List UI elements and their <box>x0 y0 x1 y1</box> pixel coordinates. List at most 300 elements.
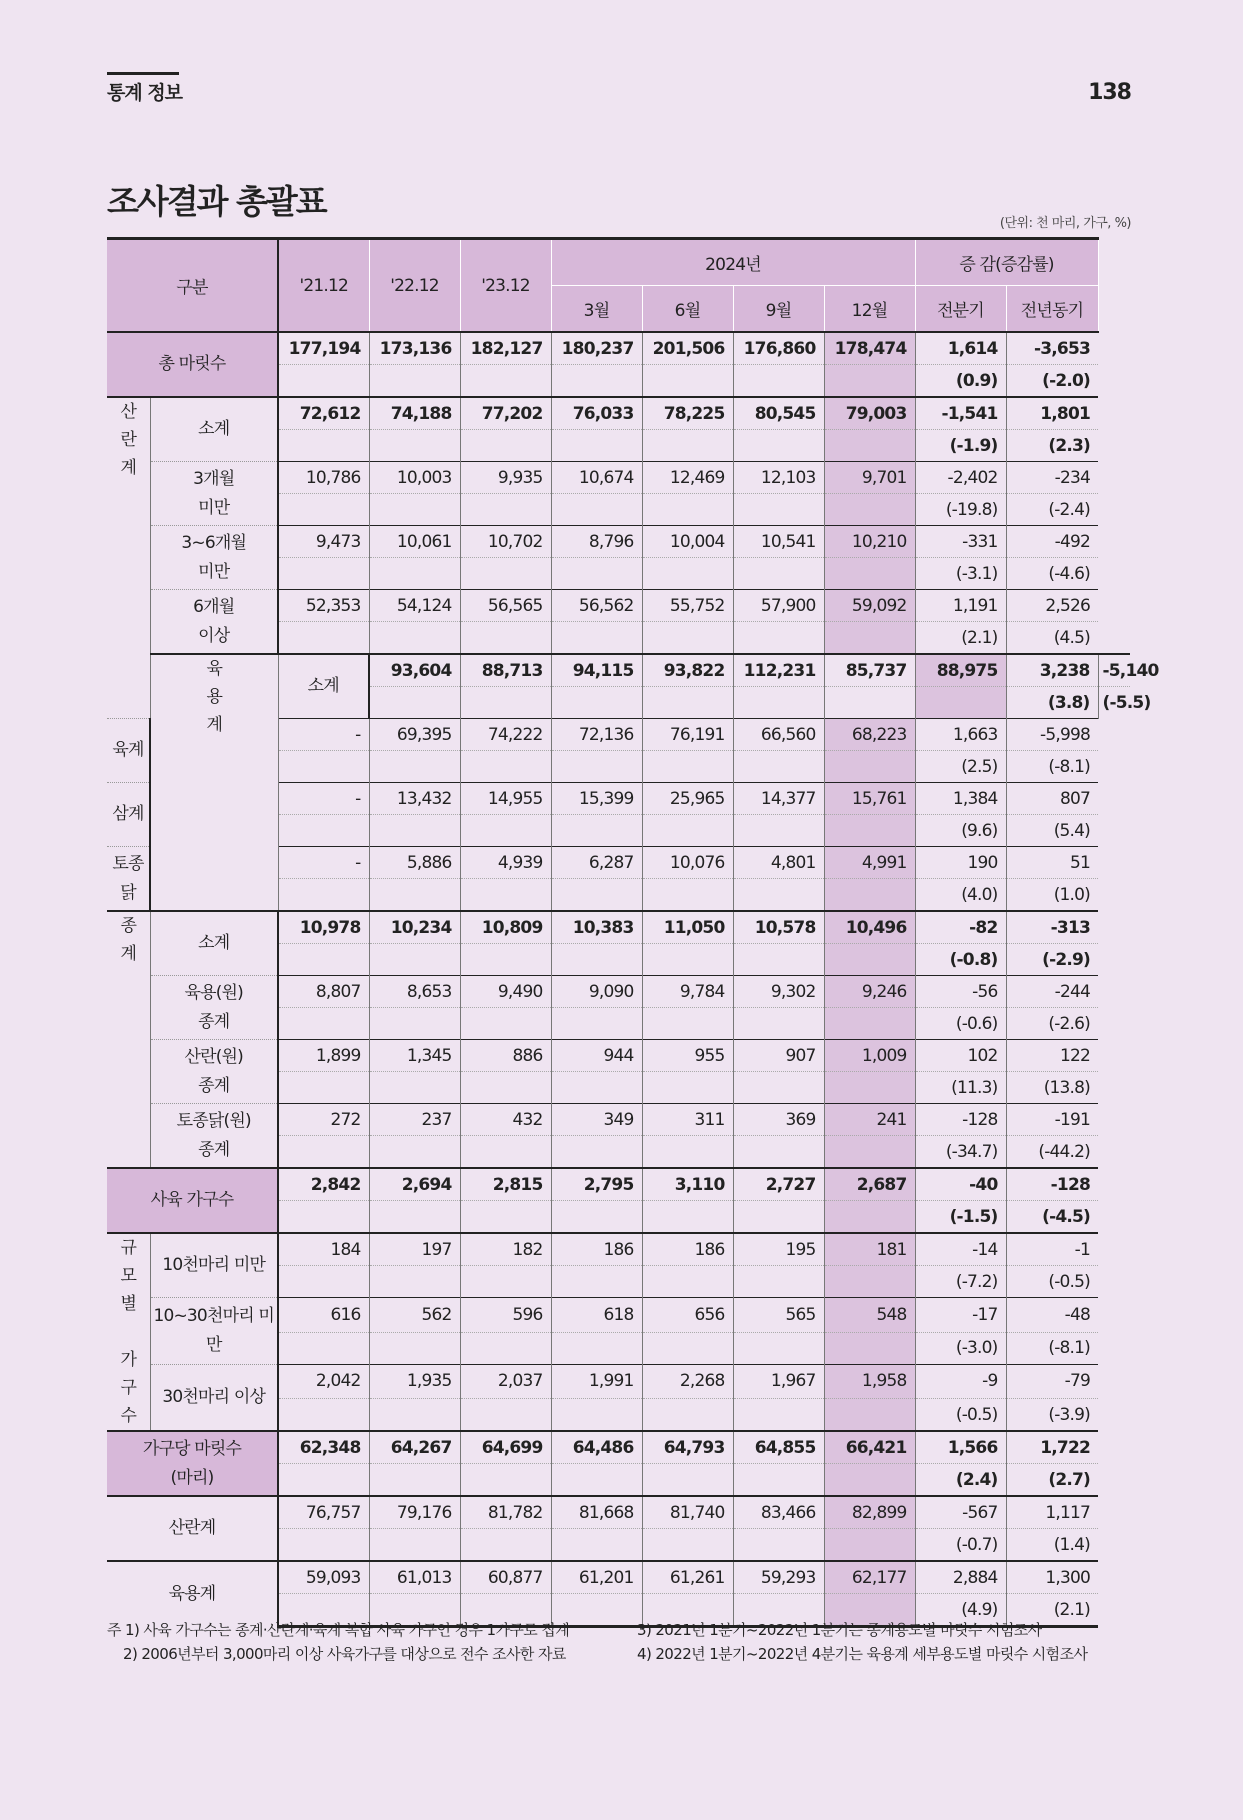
value-cell: 64,699 <box>460 1431 551 1464</box>
pct-cell: (-19.8) <box>915 494 1006 526</box>
pct-cell: (-2.6) <box>1006 1008 1098 1040</box>
value-cell: 10,234 <box>369 911 460 944</box>
pct-cell <box>460 1529 551 1562</box>
value-cell: 85,737 <box>824 654 915 687</box>
value-cell: 10,809 <box>460 911 551 944</box>
pct-cell <box>460 1201 551 1234</box>
value-cell: 83,466 <box>733 1496 824 1529</box>
value-cell: 4,939 <box>460 847 551 879</box>
value-cell: 197 <box>369 1233 460 1266</box>
value-cell: 2,795 <box>551 1168 642 1201</box>
value-cell: 1,300 <box>1006 1561 1098 1594</box>
pct-cell: (-0.6) <box>915 1008 1006 1040</box>
value-cell: 9,784 <box>642 976 733 1008</box>
value-cell: 656 <box>642 1298 733 1333</box>
pct-cell <box>369 365 460 398</box>
value-cell: 64,855 <box>733 1431 824 1464</box>
value-cell: 6,287 <box>551 847 642 879</box>
pct-cell: (-0.8) <box>915 944 1006 976</box>
value-cell: 12,103 <box>733 462 824 494</box>
pct-cell <box>551 751 642 783</box>
row-label: 소계 <box>278 654 369 719</box>
value-cell: 8,807 <box>278 976 369 1008</box>
row-label: 육용(원) 종계 <box>150 976 278 1040</box>
pct-cell <box>824 430 915 462</box>
value-cell: 54,124 <box>369 590 460 622</box>
value-cell: 61,261 <box>642 1561 733 1594</box>
value-cell: 64,486 <box>551 1431 642 1464</box>
table-row <box>107 1168 1130 1201</box>
pct-cell <box>642 430 733 462</box>
pct-cell <box>369 1529 460 1562</box>
row-label: 산란(원) 종계 <box>150 1040 278 1104</box>
pct-cell <box>369 430 460 462</box>
table-row <box>107 976 1130 1008</box>
value-cell: 349 <box>551 1104 642 1136</box>
value-cell: - <box>278 719 369 751</box>
value-cell: 25,965 <box>642 783 733 815</box>
pct-cell <box>278 751 369 783</box>
value-cell: 59,093 <box>278 1561 369 1594</box>
value-cell: 955 <box>642 1040 733 1072</box>
summary-table <box>107 237 1159 1628</box>
pct-cell: (2.4) <box>915 1464 1006 1497</box>
table-row <box>107 397 1130 430</box>
pct-cell <box>369 944 460 976</box>
pct-cell: (-3.0) <box>915 1332 1006 1364</box>
value-cell: 5,886 <box>369 847 460 879</box>
table-row <box>107 332 1130 365</box>
pct-cell <box>642 1529 733 1562</box>
value-cell: 10,674 <box>551 462 642 494</box>
value-cell: 237 <box>369 1104 460 1136</box>
value-cell: 10,076 <box>642 847 733 879</box>
pct-cell: (2.1) <box>915 622 1006 655</box>
footnote: 주 1) 사육 가구수는 종계·산란계·육계 복합 사육 가구인 경우 1가구로 집계 <box>107 1621 570 1639</box>
pct-cell <box>460 879 551 912</box>
value-cell: -1,541 <box>915 397 1006 430</box>
value-cell: 55,752 <box>642 590 733 622</box>
table-row <box>107 462 1130 494</box>
table-row <box>107 590 1130 622</box>
pct-cell <box>642 944 733 976</box>
value-cell: - <box>278 847 369 879</box>
value-cell: 8,796 <box>551 526 642 558</box>
value-cell: 10,978 <box>278 911 369 944</box>
value-cell: 173,136 <box>369 332 460 365</box>
value-cell: -128 <box>915 1104 1006 1136</box>
value-cell: 74,222 <box>460 719 551 751</box>
pct-cell <box>824 1529 915 1562</box>
pct-cell: (2.1) <box>1006 1594 1098 1627</box>
pct-cell <box>278 430 369 462</box>
pct-cell <box>278 1201 369 1234</box>
header-year: '22.12 <box>369 239 460 333</box>
row-label: 육계 <box>107 719 150 783</box>
value-cell: 178,474 <box>824 332 915 365</box>
pct-cell <box>551 879 642 912</box>
pct-cell <box>824 1072 915 1104</box>
pct-cell <box>824 815 915 847</box>
value-cell: 1,345 <box>369 1040 460 1072</box>
value-cell: 907 <box>733 1040 824 1072</box>
value-cell: 93,604 <box>369 654 460 687</box>
row-label: 토종닭 <box>107 847 150 912</box>
value-cell: 10,003 <box>369 462 460 494</box>
pct-cell <box>278 1399 369 1432</box>
value-cell: 181 <box>824 1233 915 1266</box>
value-cell: 13,432 <box>369 783 460 815</box>
pct-cell <box>278 1529 369 1562</box>
pct-cell: (-1.5) <box>915 1201 1006 1234</box>
value-cell: 1,801 <box>1006 397 1098 430</box>
value-cell: 81,740 <box>642 1496 733 1529</box>
value-cell: 10,383 <box>551 911 642 944</box>
value-cell: 807 <box>1006 783 1098 815</box>
value-cell: 88,975 <box>915 654 1006 687</box>
pct-cell <box>824 1136 915 1169</box>
value-cell: 1,009 <box>824 1040 915 1072</box>
table-row <box>107 1561 1130 1594</box>
table-row <box>107 526 1130 558</box>
pct-cell <box>278 944 369 976</box>
value-cell: 102 <box>915 1040 1006 1072</box>
pct-cell <box>642 687 733 719</box>
value-cell: 3,110 <box>642 1168 733 1201</box>
value-cell: 94,115 <box>551 654 642 687</box>
value-cell: 596 <box>460 1298 551 1333</box>
pct-cell <box>551 1136 642 1169</box>
pct-cell: (4.5) <box>1006 622 1098 655</box>
value-cell: -331 <box>915 526 1006 558</box>
pct-cell: (-34.7) <box>915 1136 1006 1169</box>
header-category: 구분 <box>107 239 278 333</box>
pct-cell <box>460 558 551 590</box>
pct-cell <box>824 1201 915 1234</box>
pct-cell: (-0.5) <box>915 1399 1006 1432</box>
pct-cell <box>642 1136 733 1169</box>
pct-cell: (-4.6) <box>1006 558 1098 590</box>
pct-cell <box>733 365 824 398</box>
pct-cell <box>460 1332 551 1364</box>
row-label: 육용계 <box>107 1561 278 1627</box>
table-row <box>107 1364 1130 1399</box>
pct-cell <box>460 1399 551 1432</box>
pct-cell <box>369 1201 460 1234</box>
pct-cell <box>733 558 824 590</box>
pct-cell <box>642 1201 733 1234</box>
pct-cell <box>733 879 824 912</box>
pct-cell <box>278 622 369 655</box>
value-cell: 1,935 <box>369 1364 460 1399</box>
pct-cell <box>642 879 733 912</box>
pct-cell <box>915 687 1006 719</box>
row-label: 총 마릿수 <box>107 332 278 397</box>
value-cell: 81,668 <box>551 1496 642 1529</box>
table-row <box>107 911 1130 944</box>
value-cell: -79 <box>1006 1364 1098 1399</box>
pct-cell <box>733 1266 824 1298</box>
value-cell: 190 <box>915 847 1006 879</box>
value-cell: 76,191 <box>642 719 733 751</box>
header-month: 6월 <box>642 286 733 333</box>
pct-cell <box>278 879 369 912</box>
pct-cell <box>460 1136 551 1169</box>
pct-cell <box>824 1008 915 1040</box>
pct-cell <box>642 1332 733 1364</box>
value-cell: 886 <box>460 1040 551 1072</box>
pct-cell <box>278 494 369 526</box>
pct-cell <box>642 751 733 783</box>
value-cell: 12,469 <box>642 462 733 494</box>
pct-cell <box>642 815 733 847</box>
value-cell: 60,877 <box>460 1561 551 1594</box>
pct-cell <box>733 687 824 719</box>
pct-cell <box>369 879 460 912</box>
value-cell: 51 <box>1006 847 1098 879</box>
value-cell: 2,268 <box>642 1364 733 1399</box>
pct-cell: (4.0) <box>915 879 1006 912</box>
pct-cell <box>369 622 460 655</box>
pct-cell <box>733 1332 824 1364</box>
pct-cell <box>733 1464 824 1497</box>
value-cell: 1,117 <box>1006 1496 1098 1529</box>
row-label: 3~6개월 미만 <box>150 526 278 590</box>
value-cell: -14 <box>915 1233 1006 1266</box>
section-label: 통계 정보 <box>107 82 183 104</box>
value-cell: 56,562 <box>551 590 642 622</box>
value-cell: 184 <box>278 1233 369 1266</box>
header-change: 증 감(증감률) <box>915 239 1098 286</box>
value-cell: 64,267 <box>369 1431 460 1464</box>
value-cell: 2,727 <box>733 1168 824 1201</box>
value-cell: 10,004 <box>642 526 733 558</box>
value-cell: -82 <box>915 911 1006 944</box>
pct-cell <box>551 622 642 655</box>
value-cell: 182 <box>460 1233 551 1266</box>
value-cell: 56,565 <box>460 590 551 622</box>
pct-cell <box>369 815 460 847</box>
pct-cell <box>551 1201 642 1234</box>
value-cell: 311 <box>642 1104 733 1136</box>
value-cell: 72,136 <box>551 719 642 751</box>
row-label: 가구당 마릿수 (마리) <box>107 1431 278 1496</box>
value-cell: -5,140 <box>1098 654 1130 687</box>
pct-cell <box>733 815 824 847</box>
pct-cell <box>551 430 642 462</box>
pct-cell <box>824 687 915 719</box>
value-cell: 180,237 <box>551 332 642 365</box>
value-cell: 1,384 <box>915 783 1006 815</box>
pct-cell: (-8.1) <box>1006 1332 1098 1364</box>
value-cell: -313 <box>1006 911 1098 944</box>
pct-cell: (2.5) <box>915 751 1006 783</box>
pct-cell <box>369 558 460 590</box>
row-label: 30천마리 이상 <box>150 1364 278 1431</box>
value-cell: 432 <box>460 1104 551 1136</box>
pct-cell <box>824 494 915 526</box>
pct-cell <box>733 751 824 783</box>
value-cell: 944 <box>551 1040 642 1072</box>
value-cell: -48 <box>1006 1298 1098 1333</box>
value-cell: 182,127 <box>460 332 551 365</box>
pct-cell: (-2.0) <box>1006 365 1098 398</box>
pct-cell <box>369 1399 460 1432</box>
pct-cell: (5.4) <box>1006 815 1098 847</box>
value-cell: 80,545 <box>733 397 824 430</box>
pct-cell <box>460 494 551 526</box>
pct-cell <box>551 365 642 398</box>
pct-cell: (2.3) <box>1006 430 1098 462</box>
row-label: 10~30천마리 미만 <box>150 1298 278 1365</box>
pct-cell <box>733 494 824 526</box>
value-cell: 1,566 <box>915 1431 1006 1464</box>
unit-note: (단위: 천 마리, 가구, %) <box>999 216 1131 231</box>
value-cell: 77,202 <box>460 397 551 430</box>
value-cell: 8,653 <box>369 976 460 1008</box>
value-cell: 81,782 <box>460 1496 551 1529</box>
value-cell: 2,842 <box>278 1168 369 1201</box>
table-row <box>107 1496 1130 1529</box>
value-cell: 2,687 <box>824 1168 915 1201</box>
row-label: 삼계 <box>107 783 150 847</box>
pct-cell: (-2.4) <box>1006 494 1098 526</box>
header-month: 9월 <box>733 286 824 333</box>
value-cell: 10,210 <box>824 526 915 558</box>
table-row <box>107 1104 1130 1136</box>
value-cell: 2,815 <box>460 1168 551 1201</box>
value-cell: 186 <box>642 1233 733 1266</box>
value-cell: 76,033 <box>551 397 642 430</box>
row-label: 산란계 <box>107 1496 278 1561</box>
table-row <box>107 654 1130 687</box>
pct-cell <box>460 815 551 847</box>
pct-cell <box>642 494 733 526</box>
pct-cell <box>278 1266 369 1298</box>
pct-cell: (13.8) <box>1006 1072 1098 1104</box>
value-cell: 618 <box>551 1298 642 1333</box>
value-cell: 176,860 <box>733 332 824 365</box>
header-year: '23.12 <box>460 239 551 333</box>
pct-cell <box>278 815 369 847</box>
value-cell: 62,177 <box>824 1561 915 1594</box>
value-cell: 14,377 <box>733 783 824 815</box>
value-cell: 64,793 <box>642 1431 733 1464</box>
value-cell: -56 <box>915 976 1006 1008</box>
pct-cell: (-4.5) <box>1006 1201 1098 1234</box>
value-cell: 9,246 <box>824 976 915 1008</box>
value-cell: 74,188 <box>369 397 460 430</box>
pct-cell <box>733 430 824 462</box>
pct-cell <box>642 1072 733 1104</box>
pct-cell <box>460 430 551 462</box>
pct-cell <box>733 1072 824 1104</box>
value-cell: 4,801 <box>733 847 824 879</box>
group-label: 종 계 <box>107 911 150 1168</box>
pct-cell <box>278 1136 369 1169</box>
pct-cell <box>824 622 915 655</box>
value-cell: 57,900 <box>733 590 824 622</box>
value-cell: 1,899 <box>278 1040 369 1072</box>
row-label: 10천마리 미만 <box>150 1233 278 1298</box>
value-cell: 59,293 <box>733 1561 824 1594</box>
value-cell: -234 <box>1006 462 1098 494</box>
pct-cell <box>460 622 551 655</box>
pct-cell: (-5.5) <box>1098 687 1130 719</box>
value-cell: 195 <box>733 1233 824 1266</box>
pct-cell <box>460 751 551 783</box>
value-cell: -128 <box>1006 1168 1098 1201</box>
header-yoy: 전년동기 <box>1006 286 1098 333</box>
value-cell: 76,757 <box>278 1496 369 1529</box>
page-number: 138 <box>1088 80 1131 105</box>
value-cell: 93,822 <box>642 654 733 687</box>
value-cell: -191 <box>1006 1104 1098 1136</box>
pct-cell: (3.8) <box>1006 687 1098 719</box>
pct-cell <box>824 944 915 976</box>
row-label: 소계 <box>150 397 278 462</box>
table-row <box>107 1233 1130 1266</box>
value-cell: 72,612 <box>278 397 369 430</box>
row-label: 토종닭(원) 종계 <box>150 1104 278 1169</box>
value-cell: 10,496 <box>824 911 915 944</box>
value-cell: 241 <box>824 1104 915 1136</box>
pct-cell <box>551 1332 642 1364</box>
value-cell: 52,353 <box>278 590 369 622</box>
pct-cell <box>369 1266 460 1298</box>
pct-cell <box>278 1332 369 1364</box>
value-cell: 9,701 <box>824 462 915 494</box>
pct-cell: (9.6) <box>915 815 1006 847</box>
header-qoq: 전분기 <box>915 286 1006 333</box>
pct-cell <box>551 494 642 526</box>
value-cell: 2,037 <box>460 1364 551 1399</box>
row-label: 소계 <box>150 911 278 976</box>
pct-cell: (-2.9) <box>1006 944 1098 976</box>
value-cell: -17 <box>915 1298 1006 1333</box>
value-cell: 59,092 <box>824 590 915 622</box>
pct-cell <box>551 1072 642 1104</box>
value-cell: 272 <box>278 1104 369 1136</box>
value-cell: 10,061 <box>369 526 460 558</box>
row-label: 3개월 미만 <box>150 462 278 526</box>
pct-cell <box>733 1201 824 1234</box>
value-cell: - <box>278 783 369 815</box>
value-cell: 186 <box>551 1233 642 1266</box>
pct-cell <box>824 558 915 590</box>
value-cell: 61,201 <box>551 1561 642 1594</box>
value-cell: 9,490 <box>460 976 551 1008</box>
table-row <box>107 1298 1130 1333</box>
value-cell: 4,991 <box>824 847 915 879</box>
pct-cell: (4.9) <box>915 1594 1006 1627</box>
pct-cell: (-8.1) <box>1006 751 1098 783</box>
value-cell: 10,702 <box>460 526 551 558</box>
pct-cell: (-0.5) <box>1006 1266 1098 1298</box>
value-cell: 616 <box>278 1298 369 1333</box>
value-cell: 15,399 <box>551 783 642 815</box>
pct-cell: (2.7) <box>1006 1464 1098 1497</box>
value-cell: 1,958 <box>824 1364 915 1399</box>
pct-cell <box>460 365 551 398</box>
pct-cell <box>460 1072 551 1104</box>
value-cell: 3,238 <box>1006 654 1098 687</box>
pct-cell <box>642 622 733 655</box>
value-cell: -2,402 <box>915 462 1006 494</box>
pct-cell <box>460 1266 551 1298</box>
table-body <box>107 332 1159 1627</box>
pct-cell <box>278 1072 369 1104</box>
